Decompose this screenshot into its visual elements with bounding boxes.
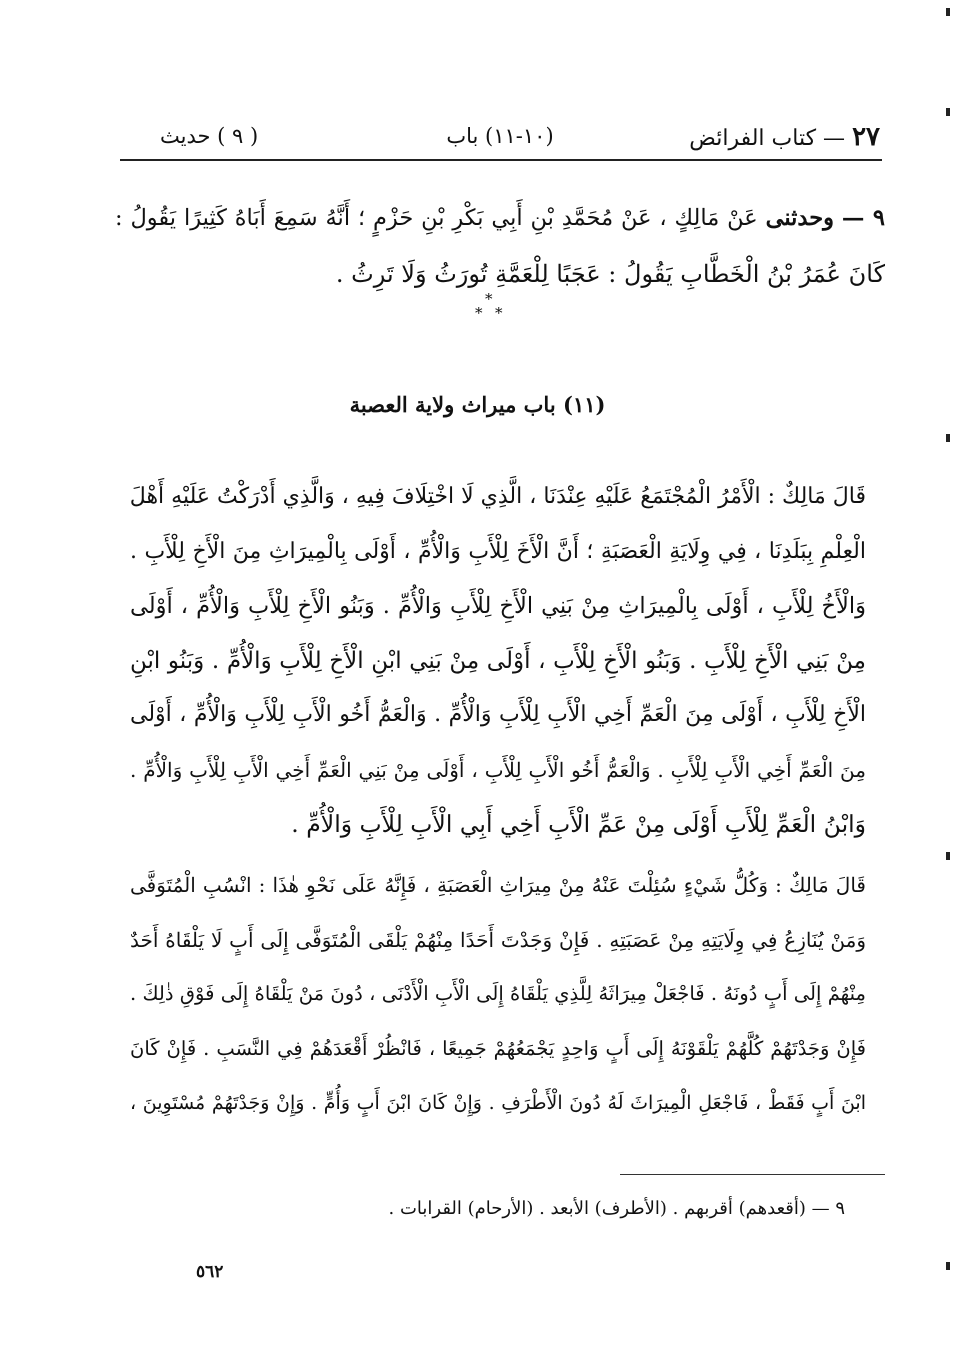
footnote-rule [620,1174,885,1175]
text-line: قَالَ مَالِكٌ : وَكُلُّ شَيْءٍ سُئِلْتَ عَنْهُ مِنْ مِيرَاثِ الْعَصَبَةِ ، فَإِنَّهُ عَلَى نَحْوِ هٰذَا : انْسُبِ الْمُتَوَفَّى [130,873,866,897]
text-line: مِنَ الْعَمِّ أَخِي الْأَبِ لِلْأَبِ . وَالْعَمُّ أَخُو الْأَبِ لِلْأَبِ ، أَوْلَى مِنْ بَنِي الْعَمِّ أَخِي الْأَبِ لِلْأَبِ وَالْأُمِّ . [130,757,866,782]
text-line: وَالْأَخُ لِلْأَبِ ، أَوْلَى بِالْمِيرَاثِ مِنْ بَنِي الْأَخِ لِلْأَبِ وَالْأُمِّ . وَبَنُو الْأَخِ لِلْأَبِ وَالْأُمِّ ، أَوْلَى [130,593,866,619]
hadith-number: ٩ — [841,205,885,231]
asterism-star: * [495,304,503,322]
text-line: وَمَنْ يُنَازِعُ فِي وِلَايَتِهِ مِنْ عَصَبَتِهِ . فَإِنْ وَجَدْتَ أَحَدًا مِنْهُمْ يَلْقَى الْمُتَوَفَّى إِلَى أَبٍ لَا يَلْقَاهُ أَحَدٌ [130,927,866,952]
paragraph-1 [130,470,866,852]
text-line: مِنْهُمْ إِلَى أَبٍ دُونَهُ . فَاجْعَلْ مِيرَاثَهُ لِلَّذِي يَلْقَاهُ إِلَى الْأَبِ الْأَدْنَى ، دُونَ مَنْ يَلْقَاهُ إِلَى فَوْقِ ذٰلِكَ . [130,982,866,1005]
hadith-line: كَانَ عُمَرُ بْنُ الْخَطَّابِ يَقُولُ : عَجَبًا لِلْعَمَّةِ تُورَثُ وَلَا تَرِثُ . [335,260,885,288]
chapter-title: (١١) باب ميراث ولاية العصبة [349,392,606,417]
text-line: الْأَخِ لِلْأَبِ ، أَوْلَى مِنَ الْعَمِّ أَخِي الْأَبِ لِلْأَبِ وَالْأُمِّ . وَالْعَمُّ أَخُو الْأَبِ لِلْأَبِ وَالْأُمِّ ، أَوْلَى [130,702,866,727]
hadith-block [115,190,885,302]
scan-mark [946,1262,950,1270]
text-line: قَالَ مَالِكٌ : الْأَمْرُ الْمُجْتَمَعُ عَلَيْهِ عِنْدَنَا ، الَّذِي لَا اخْتِلَافَ فِيهِ ، وَالَّذِي أَدْرَكْتُ عَلَيْهِ أَهْلَ [130,484,866,509]
scan-mark [946,434,950,442]
hadith-line-text: عَنْ مَالِكٍ ، عَنْ مُحَمَّدِ بْنِ أَبِي بَكْرِ بْنِ حَزْمٍ ؛ أَنَّهُ سَمِعَ أَبَاهُ كَثِيرًا يَقُولُ : [115,205,758,231]
header-book-name: — كتاب الفرائض [689,126,846,151]
text-line: الْعِلْمِ بِبَلَدِنَا ، فِي وِلَايَةِ الْعَصَبَةِ ؛ أَنَّ الْأَخَ لِلْأَبِ وَالْأُمِّ ، أَوْلَى بِالْمِيرَاثِ مِنَ الْأَخِ لِلْأَبِ . [130,538,866,564]
scan-mark [946,852,950,860]
running-header [120,122,880,158]
text-line: مِنْ بَنِي الْأَخِ لِلْأَبِ . وَبَنُو الْأَخِ لِلْأَبِ ، أَوْلَى مِنْ بَنِي ابْنِ الْأَخِ لِلْأَبِ وَالْأُمِّ . وَبَنُو ابْنِ [130,647,866,674]
asterism-star: * [475,304,483,322]
asterism-star: * [485,290,493,308]
scan-mark [946,8,950,16]
asterism-separator [468,292,518,328]
hadith-opening: وحدثنى [765,205,834,231]
scan-mark [946,108,950,116]
text-line: ابْنَ أَبٍ فَقَطْ ، فَاجْعَلِ الْمِيرَاثَ لَهُ دُونَ الْأَطْرَفِ . وَإِنْ كَانَ ابْنَ أَبٍ وَأُمٍّ . وَإِنْ وَجَدْتَهُمْ مُسْتَوِينَ ، [130,1092,866,1114]
text-line: وَابْنُ الْعَمِّ لِلْأَبِ أَوْلَى مِنْ عَمِّ الْأَبِ أَخِي أَبِي الْأَبِ لِلْأَبِ وَالْأُمِّ . [291,810,866,838]
hadith-line [115,190,885,246]
page-number: ٥٦٢ [196,1262,224,1282]
header-chapter-range: (١٠-١١) باب [446,124,554,148]
footnote: ٩ — (أقعدهم) أقربهم . (الأطرف) الأبعد . (الأرحام) القرابات . [388,1198,845,1219]
text-line: فَإِنْ وَجَدْتَهُمْ كُلَّهُمْ يَلْقَوْنَهُ إِلَى أَبٍ وَاحِدٍ يَجْمَعُهُمْ جَمِيعًا ، فَانْظُرْ أَقْعَدَهُمْ فِي النَّسَبِ . فَإِنْ كَانَ [130,1036,866,1060]
header-hadith-ref: ( ٩ ) حديث [160,124,259,148]
header-rule [120,159,882,161]
paragraph-2 [130,858,866,1131]
header-page-label: ٢٧ [852,122,880,152]
